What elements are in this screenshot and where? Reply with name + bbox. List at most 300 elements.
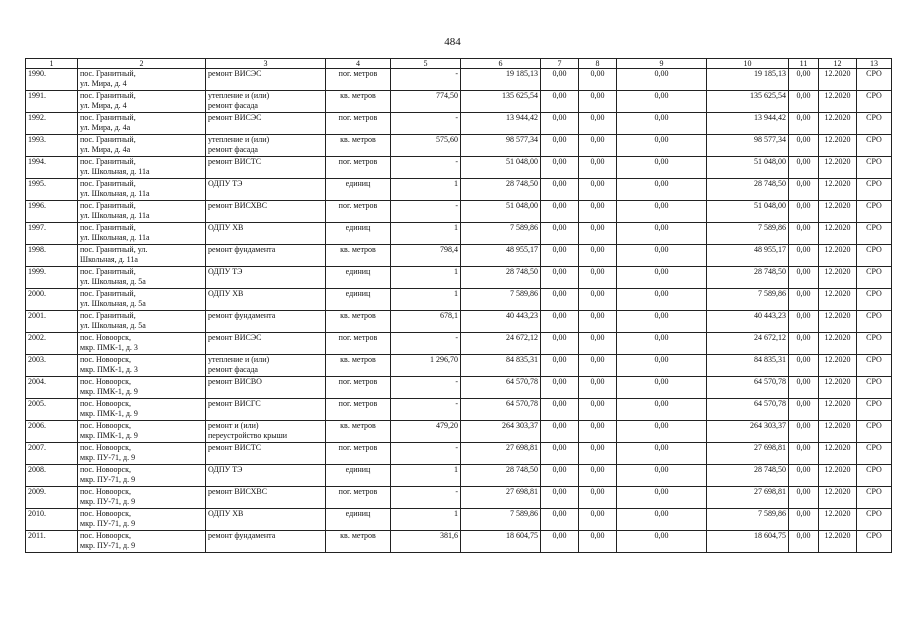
cost-cell: 0,00: [579, 487, 617, 509]
cost-cell: 0,00: [617, 289, 707, 311]
cost-cell: 0,00: [579, 399, 617, 421]
unit-cell: кв. метров: [326, 135, 391, 157]
address-cell-line: мкр. ПУ-71, д. 9: [80, 519, 136, 528]
quantity-cell: -: [391, 333, 461, 355]
deadline-cell: 12.2020: [819, 487, 857, 509]
method-cell: СРО: [857, 113, 892, 135]
address-cell: [78, 245, 206, 267]
cost-cell: 0,00: [617, 333, 707, 355]
cost-cell: 0,00: [541, 311, 579, 333]
work-type-cell-line: ремонт ВИСТС: [208, 443, 262, 452]
unit-cell: кв. метров: [326, 245, 391, 267]
page-number: 484: [444, 36, 461, 48]
work-type-cell: [206, 69, 326, 91]
deadline-cell: 12.2020: [819, 377, 857, 399]
work-type-cell-line: ОДПУ ТЭ: [208, 179, 243, 188]
row-index: 2008.: [26, 465, 78, 487]
unit-cell: пог. метров: [326, 333, 391, 355]
cost-cell: 28 748,50: [707, 465, 789, 487]
address-cell: [78, 223, 206, 245]
column-number: 7: [541, 59, 579, 69]
unit-cell: единиц: [326, 223, 391, 245]
address-cell: [78, 531, 206, 553]
cost-total-cell: 64 570,78: [461, 377, 541, 399]
address-cell: [78, 179, 206, 201]
table-row: [26, 399, 892, 421]
cost-cell: 0,00: [617, 69, 707, 91]
deadline-cell: 12.2020: [819, 267, 857, 289]
cost-cell: 135 625,54: [707, 91, 789, 113]
row-index: 2006.: [26, 421, 78, 443]
table-row: [26, 355, 892, 377]
row-index: 1996.: [26, 201, 78, 223]
work-type-cell: [206, 355, 326, 377]
cost-cell: 0,00: [541, 157, 579, 179]
unit-cell: кв. метров: [326, 355, 391, 377]
cost-cell: 28 748,50: [707, 267, 789, 289]
work-type-cell-line: ремонт ВИСВО: [208, 377, 262, 386]
cost-cell: 27 698,81: [707, 443, 789, 465]
method-cell: СРО: [857, 377, 892, 399]
deadline-cell: 12.2020: [819, 135, 857, 157]
repair-schedule-table: [25, 58, 892, 553]
table-row: [26, 487, 892, 509]
work-type-cell-line: ремонт ВИСЭС: [208, 69, 262, 78]
method-cell: СРО: [857, 201, 892, 223]
quantity-cell: 1 296,70: [391, 355, 461, 377]
unit-cell: пог. метров: [326, 69, 391, 91]
quantity-cell: 1: [391, 509, 461, 531]
cost-cell: 0,00: [789, 333, 819, 355]
cost-cell: 0,00: [617, 91, 707, 113]
table-row: [26, 69, 892, 91]
work-type-cell-line: ремонт фасада: [208, 365, 258, 374]
cost-cell: 0,00: [541, 201, 579, 223]
cost-cell: 13 944,42: [707, 113, 789, 135]
work-type-cell-line: ремонт фасада: [208, 101, 258, 110]
address-cell: [78, 333, 206, 355]
quantity-cell: -: [391, 157, 461, 179]
cost-cell: 19 185,13: [707, 69, 789, 91]
work-type-cell: [206, 465, 326, 487]
work-type-cell: [206, 113, 326, 135]
cost-cell: 0,00: [789, 531, 819, 553]
method-cell: СРО: [857, 157, 892, 179]
method-cell: СРО: [857, 509, 892, 531]
deadline-cell: 12.2020: [819, 69, 857, 91]
address-cell-line: ул. Мира, д. 4а: [80, 145, 131, 154]
unit-cell: кв. метров: [326, 91, 391, 113]
work-type-cell-line: ремонт фундамента: [208, 531, 276, 540]
address-cell: [78, 267, 206, 289]
work-type-cell-line: переустройство крыши: [208, 431, 288, 440]
cost-cell: 0,00: [579, 223, 617, 245]
deadline-cell: 12.2020: [819, 531, 857, 553]
row-index: 1992.: [26, 113, 78, 135]
table-row: [26, 509, 892, 531]
row-index: 1993.: [26, 135, 78, 157]
work-type-cell: [206, 377, 326, 399]
cost-cell: 0,00: [789, 509, 819, 531]
method-cell: СРО: [857, 333, 892, 355]
cost-cell: 0,00: [617, 399, 707, 421]
table-row: [26, 157, 892, 179]
cost-cell: 0,00: [579, 509, 617, 531]
cost-cell: 0,00: [789, 157, 819, 179]
work-type-cell-line: ОДПУ ХВ: [208, 509, 244, 518]
address-cell-line: ул. Школьная, д. 11а: [80, 233, 150, 242]
cost-cell: 0,00: [579, 355, 617, 377]
method-cell: СРО: [857, 399, 892, 421]
cost-cell: 0,00: [541, 113, 579, 135]
quantity-cell: -: [391, 443, 461, 465]
cost-cell: 0,00: [541, 465, 579, 487]
quantity-cell: 1: [391, 179, 461, 201]
work-type-cell-line: ОДПУ ТЭ: [208, 465, 243, 474]
cost-cell: 0,00: [579, 201, 617, 223]
work-type-cell-line: ремонт ВИСХВС: [208, 201, 268, 210]
cost-total-cell: 48 955,17: [461, 245, 541, 267]
table-row: [26, 91, 892, 113]
cost-cell: 0,00: [789, 355, 819, 377]
cost-cell: 0,00: [617, 355, 707, 377]
work-type-cell-line: ремонт ВИСЭС: [208, 113, 262, 122]
cost-cell: 0,00: [617, 421, 707, 443]
deadline-cell: 12.2020: [819, 333, 857, 355]
work-type-cell-line: утепление и (или): [208, 135, 270, 144]
table-row: [26, 421, 892, 443]
table-row: [26, 179, 892, 201]
cost-cell: 0,00: [617, 135, 707, 157]
work-type-cell: [206, 399, 326, 421]
cost-total-cell: 7 589,86: [461, 509, 541, 531]
address-cell-line: мкр. ПМК-1, д. 9: [80, 387, 138, 396]
address-cell-line: Школьная, д. 11а: [80, 255, 138, 264]
cost-cell: 0,00: [789, 421, 819, 443]
work-type-cell-line: ремонт фундамента: [208, 311, 276, 320]
work-type-cell-line: ОДПУ ХВ: [208, 289, 244, 298]
cost-cell: 0,00: [541, 289, 579, 311]
cost-cell: 0,00: [541, 399, 579, 421]
quantity-cell: 1: [391, 289, 461, 311]
work-type-cell: [206, 333, 326, 355]
cost-cell: 64 570,78: [707, 377, 789, 399]
deadline-cell: 12.2020: [819, 443, 857, 465]
address-cell: [78, 355, 206, 377]
address-cell: [78, 289, 206, 311]
cost-cell: 0,00: [579, 531, 617, 553]
table-row: [26, 311, 892, 333]
cost-cell: 84 835,31: [707, 355, 789, 377]
cost-cell: 0,00: [579, 179, 617, 201]
cost-cell: 0,00: [579, 157, 617, 179]
row-index: 2009.: [26, 487, 78, 509]
address-cell-line: ул. Школьная, д. 5а: [80, 277, 146, 286]
cost-cell: 0,00: [541, 509, 579, 531]
deadline-cell: 12.2020: [819, 201, 857, 223]
work-type-cell-line: ремонт ВИСХВС: [208, 487, 268, 496]
address-cell-line: пос. Гранитный,: [80, 91, 136, 100]
address-cell: [78, 487, 206, 509]
quantity-cell: 381,6: [391, 531, 461, 553]
work-type-cell-line: утепление и (или): [208, 355, 270, 364]
address-cell-line: пос. Новоорск,: [80, 509, 131, 518]
cost-total-cell: 84 835,31: [461, 355, 541, 377]
cost-cell: 0,00: [789, 69, 819, 91]
work-type-cell: [206, 135, 326, 157]
method-cell: СРО: [857, 267, 892, 289]
cost-cell: 0,00: [579, 91, 617, 113]
address-cell-line: мкр. ПУ-71, д. 9: [80, 453, 136, 462]
cost-cell: 28 748,50: [707, 179, 789, 201]
cost-cell: 64 570,78: [707, 399, 789, 421]
address-cell-line: ул. Мира, д. 4: [80, 79, 127, 88]
method-cell: СРО: [857, 465, 892, 487]
cost-cell: 0,00: [617, 443, 707, 465]
cost-cell: 0,00: [789, 443, 819, 465]
cost-cell: 0,00: [617, 179, 707, 201]
column-number: 4: [326, 59, 391, 69]
unit-cell: единиц: [326, 267, 391, 289]
column-number: 1: [26, 59, 78, 69]
address-cell-line: мкр. ПУ-71, д. 9: [80, 475, 136, 484]
cost-total-cell: 135 625,54: [461, 91, 541, 113]
address-cell-line: пос. Новоорск,: [80, 531, 131, 540]
address-cell-line: пос. Гранитный,: [80, 157, 136, 166]
cost-total-cell: 98 577,34: [461, 135, 541, 157]
cost-total-cell: 27 698,81: [461, 443, 541, 465]
quantity-cell: -: [391, 69, 461, 91]
unit-cell: единиц: [326, 509, 391, 531]
row-index: 2004.: [26, 377, 78, 399]
column-number: 2: [78, 59, 206, 69]
method-cell: СРО: [857, 421, 892, 443]
column-number: 11: [789, 59, 819, 69]
work-type-cell: [206, 421, 326, 443]
cost-cell: 0,00: [789, 465, 819, 487]
work-type-cell: [206, 531, 326, 553]
address-cell-line: ул. Школьная, д. 5а: [80, 321, 146, 330]
address-cell: [78, 465, 206, 487]
deadline-cell: 12.2020: [819, 157, 857, 179]
cost-cell: 0,00: [541, 355, 579, 377]
work-type-cell-line: ремонт и (или): [208, 421, 259, 430]
table-row: [26, 267, 892, 289]
work-type-cell-line: утепление и (или): [208, 91, 270, 100]
cost-cell: 0,00: [789, 91, 819, 113]
address-cell: [78, 509, 206, 531]
address-cell: [78, 421, 206, 443]
address-cell-line: мкр. ПМК-1, д. 9: [80, 409, 138, 418]
address-cell-line: пос. Гранитный,: [80, 69, 136, 78]
cost-cell: 51 048,00: [707, 201, 789, 223]
cost-cell: 0,00: [789, 135, 819, 157]
address-cell-line: пос. Новоорск,: [80, 377, 131, 386]
work-type-cell-line: ремонт ВИСТС: [208, 157, 262, 166]
address-cell-line: пос. Новоорск,: [80, 443, 131, 452]
address-cell-line: пос. Гранитный,: [80, 201, 136, 210]
column-number: 13: [857, 59, 892, 69]
address-cell-line: пос. Гранитный,: [80, 267, 136, 276]
deadline-cell: 12.2020: [819, 465, 857, 487]
deadline-cell: 12.2020: [819, 179, 857, 201]
cost-cell: 7 589,86: [707, 289, 789, 311]
address-cell-line: пос. Гранитный, ул.: [80, 245, 148, 254]
cost-cell: 27 698,81: [707, 487, 789, 509]
cost-cell: 0,00: [541, 267, 579, 289]
cost-cell: 0,00: [579, 245, 617, 267]
cost-cell: 264 303,37: [707, 421, 789, 443]
cost-cell: 0,00: [579, 113, 617, 135]
cost-total-cell: 264 303,37: [461, 421, 541, 443]
cost-cell: 0,00: [541, 333, 579, 355]
quantity-cell: 479,20: [391, 421, 461, 443]
deadline-cell: 12.2020: [819, 311, 857, 333]
cost-cell: 0,00: [617, 267, 707, 289]
method-cell: СРО: [857, 443, 892, 465]
quantity-cell: 1: [391, 267, 461, 289]
address-cell-line: пос. Гранитный,: [80, 311, 136, 320]
quantity-cell: -: [391, 399, 461, 421]
address-cell-line: ул. Школьная, д. 11а: [80, 189, 150, 198]
row-index: 2011.: [26, 531, 78, 553]
cost-cell: 0,00: [617, 223, 707, 245]
cost-total-cell: 28 748,50: [461, 267, 541, 289]
quantity-cell: 575,60: [391, 135, 461, 157]
unit-cell: единиц: [326, 465, 391, 487]
cost-cell: 0,00: [541, 179, 579, 201]
address-cell: [78, 201, 206, 223]
deadline-cell: 12.2020: [819, 355, 857, 377]
cost-cell: 51 048,00: [707, 157, 789, 179]
work-type-cell: [206, 311, 326, 333]
work-type-cell: [206, 91, 326, 113]
cost-total-cell: 51 048,00: [461, 201, 541, 223]
cost-cell: 7 589,86: [707, 223, 789, 245]
row-index: 2002.: [26, 333, 78, 355]
cost-total-cell: 18 604,75: [461, 531, 541, 553]
work-type-cell: [206, 245, 326, 267]
method-cell: СРО: [857, 91, 892, 113]
deadline-cell: 12.2020: [819, 289, 857, 311]
address-cell-line: ул. Мира, д. 4: [80, 101, 127, 110]
work-type-cell: [206, 201, 326, 223]
work-type-cell-line: ремонт фундамента: [208, 245, 276, 254]
cost-cell: 0,00: [579, 289, 617, 311]
deadline-cell: 12.2020: [819, 399, 857, 421]
method-cell: СРО: [857, 487, 892, 509]
cost-cell: 0,00: [541, 421, 579, 443]
row-index: 1999.: [26, 267, 78, 289]
cost-cell: 0,00: [789, 399, 819, 421]
work-type-cell: [206, 179, 326, 201]
cost-cell: 0,00: [541, 245, 579, 267]
deadline-cell: 12.2020: [819, 91, 857, 113]
address-cell-line: мкр. ПУ-71, д. 9: [80, 497, 136, 506]
row-index: 1994.: [26, 157, 78, 179]
table-row: [26, 201, 892, 223]
cost-cell: 0,00: [541, 135, 579, 157]
address-cell-line: пос. Гранитный,: [80, 179, 136, 188]
cost-cell: 0,00: [579, 333, 617, 355]
address-cell-line: ул. Школьная, д. 11а: [80, 211, 150, 220]
unit-cell: единиц: [326, 289, 391, 311]
quantity-cell: -: [391, 201, 461, 223]
row-index: 1990.: [26, 69, 78, 91]
quantity-cell: 798,4: [391, 245, 461, 267]
address-cell-line: ул. Мира, д. 4а: [80, 123, 131, 132]
quantity-cell: 774,50: [391, 91, 461, 113]
unit-cell: кв. метров: [326, 421, 391, 443]
row-index: 1997.: [26, 223, 78, 245]
column-number: 5: [391, 59, 461, 69]
cost-cell: 0,00: [541, 377, 579, 399]
table-row: [26, 289, 892, 311]
cost-cell: 0,00: [579, 421, 617, 443]
cost-cell: 0,00: [617, 531, 707, 553]
work-type-cell: [206, 443, 326, 465]
cost-cell: 0,00: [579, 377, 617, 399]
address-cell-line: мкр. ПМК-1, д. 9: [80, 431, 138, 440]
quantity-cell: -: [391, 487, 461, 509]
cost-cell: 0,00: [617, 377, 707, 399]
deadline-cell: 12.2020: [819, 509, 857, 531]
column-number: 12: [819, 59, 857, 69]
method-cell: СРО: [857, 223, 892, 245]
cost-cell: 0,00: [789, 245, 819, 267]
method-cell: СРО: [857, 69, 892, 91]
cost-cell: 0,00: [617, 311, 707, 333]
unit-cell: пог. метров: [326, 443, 391, 465]
address-cell: [78, 311, 206, 333]
deadline-cell: 12.2020: [819, 245, 857, 267]
address-cell-line: мкр. ПМК-1, д. 3: [80, 343, 138, 352]
cost-cell: 0,00: [541, 69, 579, 91]
cost-total-cell: 64 570,78: [461, 399, 541, 421]
address-cell-line: пос. Новоорск,: [80, 333, 131, 342]
column-number: 8: [579, 59, 617, 69]
work-type-cell-line: ремонт ВИСЭС: [208, 333, 262, 342]
quantity-cell: 678,1: [391, 311, 461, 333]
cost-cell: 7 589,86: [707, 509, 789, 531]
cost-cell: 0,00: [617, 509, 707, 531]
column-number: 3: [206, 59, 326, 69]
address-cell: [78, 69, 206, 91]
column-number: 10: [707, 59, 789, 69]
address-cell: [78, 399, 206, 421]
cost-cell: 0,00: [541, 487, 579, 509]
cost-total-cell: 28 748,50: [461, 179, 541, 201]
work-type-cell: [206, 289, 326, 311]
address-cell-line: пос. Гранитный,: [80, 289, 136, 298]
unit-cell: кв. метров: [326, 311, 391, 333]
work-type-cell-line: ремонт фасада: [208, 145, 258, 154]
address-cell-line: ул. Школьная, д. 5а: [80, 299, 146, 308]
cost-total-cell: 51 048,00: [461, 157, 541, 179]
cost-cell: 0,00: [789, 311, 819, 333]
table-row: [26, 443, 892, 465]
method-cell: СРО: [857, 135, 892, 157]
unit-cell: единиц: [326, 179, 391, 201]
work-type-cell: [206, 509, 326, 531]
cost-cell: 98 577,34: [707, 135, 789, 157]
cost-cell: 0,00: [541, 443, 579, 465]
cost-total-cell: 19 185,13: [461, 69, 541, 91]
unit-cell: пог. метров: [326, 399, 391, 421]
row-index: 1991.: [26, 91, 78, 113]
table-row: [26, 113, 892, 135]
table-row: [26, 245, 892, 267]
